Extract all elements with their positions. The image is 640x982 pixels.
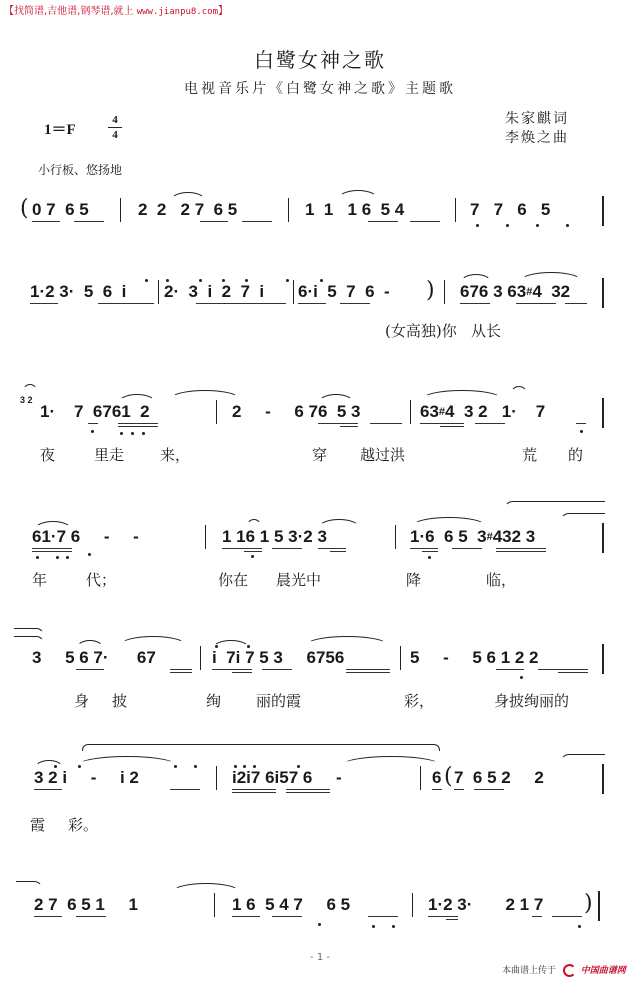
close-paren: ) — [584, 891, 593, 916]
measure-10-notes: 2 - 6 76 5 3 — [232, 402, 361, 421]
measure-11-notes: 63#4 3 2 1· 7 — [420, 402, 546, 421]
measure-4-notes: 7 7 6 5 — [470, 200, 551, 219]
measure-20-notes-cont: 7 6 5 2 2 — [454, 768, 544, 787]
bar-line — [410, 400, 411, 424]
measure-19-notes: i2i7 6i57 6 - — [232, 768, 342, 787]
bar-line — [216, 400, 217, 424]
measure-18-notes: 3 2 i - i 2 — [34, 768, 139, 787]
time-sig-top: 4 — [112, 114, 118, 126]
page-number: - 1 - — [310, 952, 330, 963]
measure-14-notes: 1·6 6 5 3#432 3 — [410, 527, 536, 546]
bar-line — [444, 280, 445, 304]
measure-13-notes: 1 16 1 5 3·2 3 — [222, 527, 327, 546]
upload-credit — [502, 963, 626, 977]
bar-line — [412, 893, 413, 917]
bar-line — [602, 398, 604, 428]
watermark-bracket: 】 — [218, 6, 228, 17]
open-paren: ( — [444, 764, 453, 789]
bar-line — [602, 764, 604, 794]
bar-line — [602, 523, 604, 553]
tempo-marking: 小行板、悠扬地 — [38, 163, 123, 177]
watermark-url[interactable]: www.jianpu8.com — [136, 7, 218, 17]
bar-line — [400, 646, 401, 670]
measure-3-notes: 1 1 1 6 5 4 — [305, 200, 405, 219]
measure-2-notes: 2 2 2 7 6 5 — [138, 200, 238, 219]
bar-line — [158, 280, 159, 304]
bar-line — [288, 198, 289, 222]
grace-note: 3 2 — [20, 395, 33, 405]
close-paren: ) — [426, 278, 435, 303]
bar-line — [395, 525, 396, 549]
bar-line — [216, 766, 217, 790]
lyrics-line-1: (女高独)你 从长 — [385, 322, 502, 340]
bar-line — [200, 646, 201, 670]
site-brand[interactable]: 中国曲谱网 — [580, 966, 626, 976]
time-sig-bottom: 4 — [112, 129, 118, 141]
credits — [505, 110, 569, 148]
measure-22-notes: 1 6 5 4 7 6 5 — [232, 895, 351, 914]
bar-line — [602, 278, 604, 308]
measure-7-notes: 6·i 5 7 6 - — [298, 282, 390, 301]
watermark-banner — [4, 2, 228, 17]
bar-line — [205, 525, 206, 549]
song-subtitle: 电视音乐片《白鹭女神之歌》主题歌 — [184, 81, 456, 97]
key-signature: 1＝F — [44, 122, 76, 138]
bar-line — [455, 198, 456, 222]
measure-15-notes: 3 5 6 7· 67 — [32, 648, 156, 667]
measure-9-notes: 1· 7 6761 2 — [40, 402, 150, 421]
measure-21-notes: 2 7 6 5 1 1 — [34, 895, 138, 914]
measure-23-notes: 1·2 3· 2 1 7 — [428, 895, 544, 914]
bar-line — [598, 891, 600, 921]
open-paren: ( — [20, 196, 29, 221]
measure-6-notes: 2· 3 i 2 7 i — [164, 282, 265, 301]
bar-line — [214, 893, 215, 917]
bar-line — [602, 644, 604, 674]
bar-line — [420, 766, 421, 790]
upload-text: 本曲谱上传于 — [502, 966, 557, 976]
measure-12-notes: 61·7 6 - - — [32, 527, 139, 546]
measure-5-notes: 1·2 3· 5 6 i — [30, 282, 127, 301]
song-title: 白鹭女神之歌 — [254, 48, 386, 72]
measure-20-notes: 6 — [432, 768, 442, 787]
watermark-text: 【找简谱,吉他谱,钢琴谱,就上 — [4, 6, 137, 17]
measure-1-notes: 0 7 6 5 — [32, 200, 89, 219]
measure-16-notes: i 7i 7 5 3 6756 — [212, 648, 345, 667]
measure-17-notes: 5 - 5 6 1 2 2 — [410, 648, 539, 667]
measure-8-notes: 676 3 63#4 32 — [460, 282, 571, 301]
bar-line — [293, 280, 294, 304]
lyricist: 朱家麒词 — [505, 111, 569, 127]
site-logo-icon — [563, 964, 576, 977]
time-signature — [108, 114, 122, 141]
composer: 李焕之曲 — [505, 130, 569, 146]
bar-line — [120, 198, 121, 222]
bar-line — [602, 196, 604, 226]
